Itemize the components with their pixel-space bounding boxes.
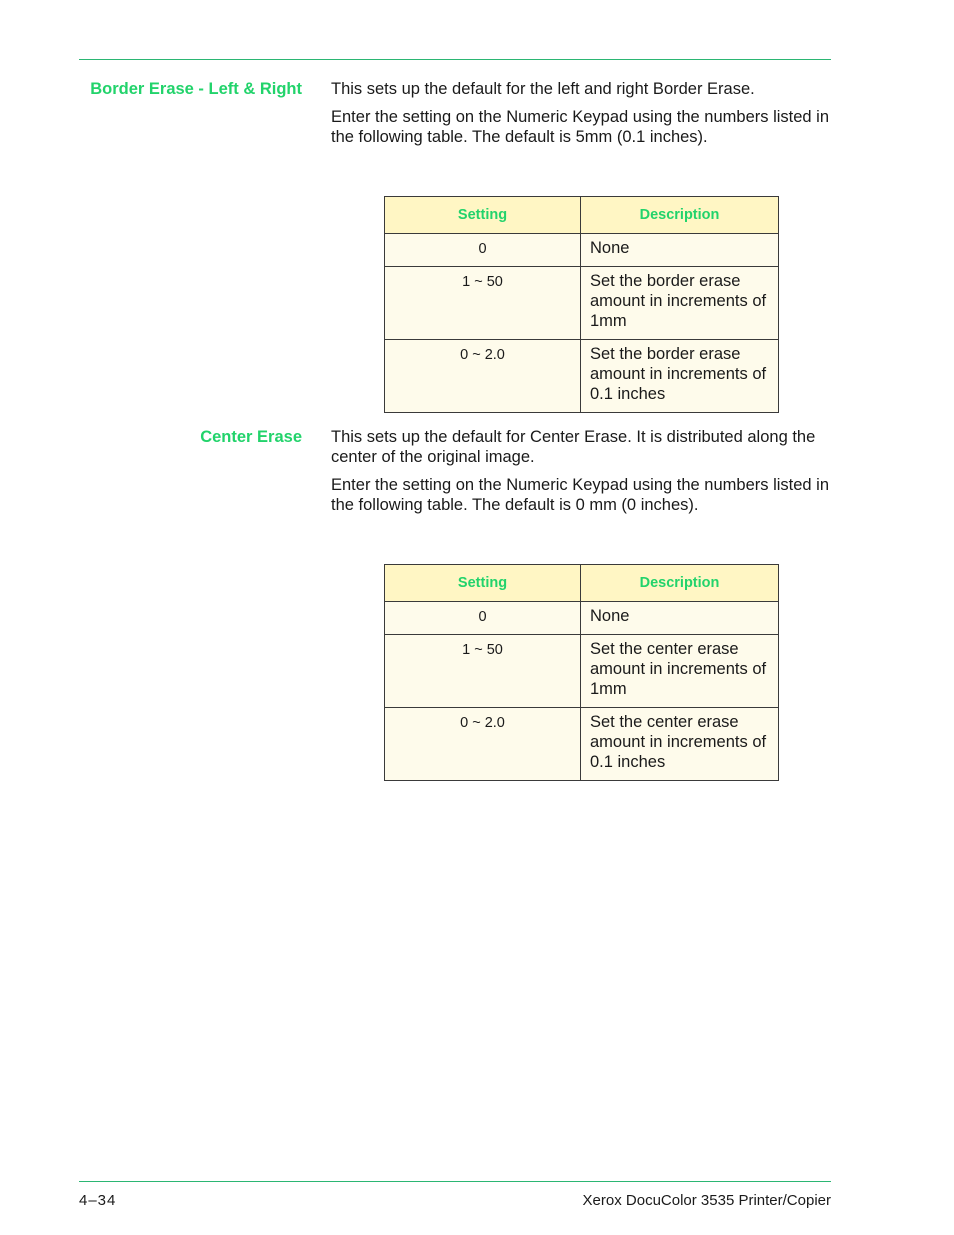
description-cell: Set the border erase amount in increments of 0.1 inches	[581, 340, 779, 413]
setting-cell: 0 ~ 2.0	[385, 340, 581, 413]
section-heading-center-erase: Center Erase	[200, 428, 302, 446]
setting-cell: 0	[385, 234, 581, 267]
table-header-row	[385, 565, 779, 602]
table-row	[385, 635, 779, 708]
column-header-setting: Setting	[385, 565, 581, 602]
setting-cell: 0	[385, 602, 581, 635]
description-cell: Set the center erase amount in increments of 1mm	[581, 635, 779, 708]
bottom-rule	[79, 1181, 831, 1182]
column-header-description: Description	[581, 197, 779, 234]
table-header-row	[385, 197, 779, 234]
table-row	[385, 234, 779, 267]
setting-cell: 0 ~ 2.0	[385, 708, 581, 781]
table-row	[385, 708, 779, 781]
page-number: 4–34	[79, 1192, 117, 1209]
center-erase-instructions: Enter the setting on the Numeric Keypad using the numbers listed in the following table. The default is 0 mm (0 inches).	[331, 476, 830, 514]
description-cell: None	[581, 234, 779, 267]
description-cell: Set the border erase amount in increments of 1mm	[581, 267, 779, 340]
border-erase-table	[384, 196, 779, 413]
column-header-description: Description	[581, 565, 779, 602]
description-cell: None	[581, 602, 779, 635]
top-rule	[79, 59, 831, 60]
setting-cell: 1 ~ 50	[385, 635, 581, 708]
description-cell: Set the center erase amount in increments of 0.1 inches	[581, 708, 779, 781]
table-row	[385, 602, 779, 635]
center-erase-intro: This sets up the default for Center Erase. It is distributed along the center of the original image.	[331, 428, 816, 466]
column-header-setting: Setting	[385, 197, 581, 234]
product-name: Xerox DocuColor 3535 Printer/Copier	[582, 1192, 831, 1209]
border-erase-instructions: Enter the setting on the Numeric Keypad using the numbers listed in the following table. The default is 5mm (0.1 inches).	[331, 108, 830, 146]
table-row	[385, 267, 779, 340]
setting-cell: 1 ~ 50	[385, 267, 581, 340]
section-heading-border-erase: Border Erase - Left & Right	[90, 80, 302, 98]
center-erase-table	[384, 564, 779, 781]
table-row	[385, 340, 779, 413]
border-erase-intro: This sets up the default for the left and right Border Erase.	[331, 80, 755, 98]
